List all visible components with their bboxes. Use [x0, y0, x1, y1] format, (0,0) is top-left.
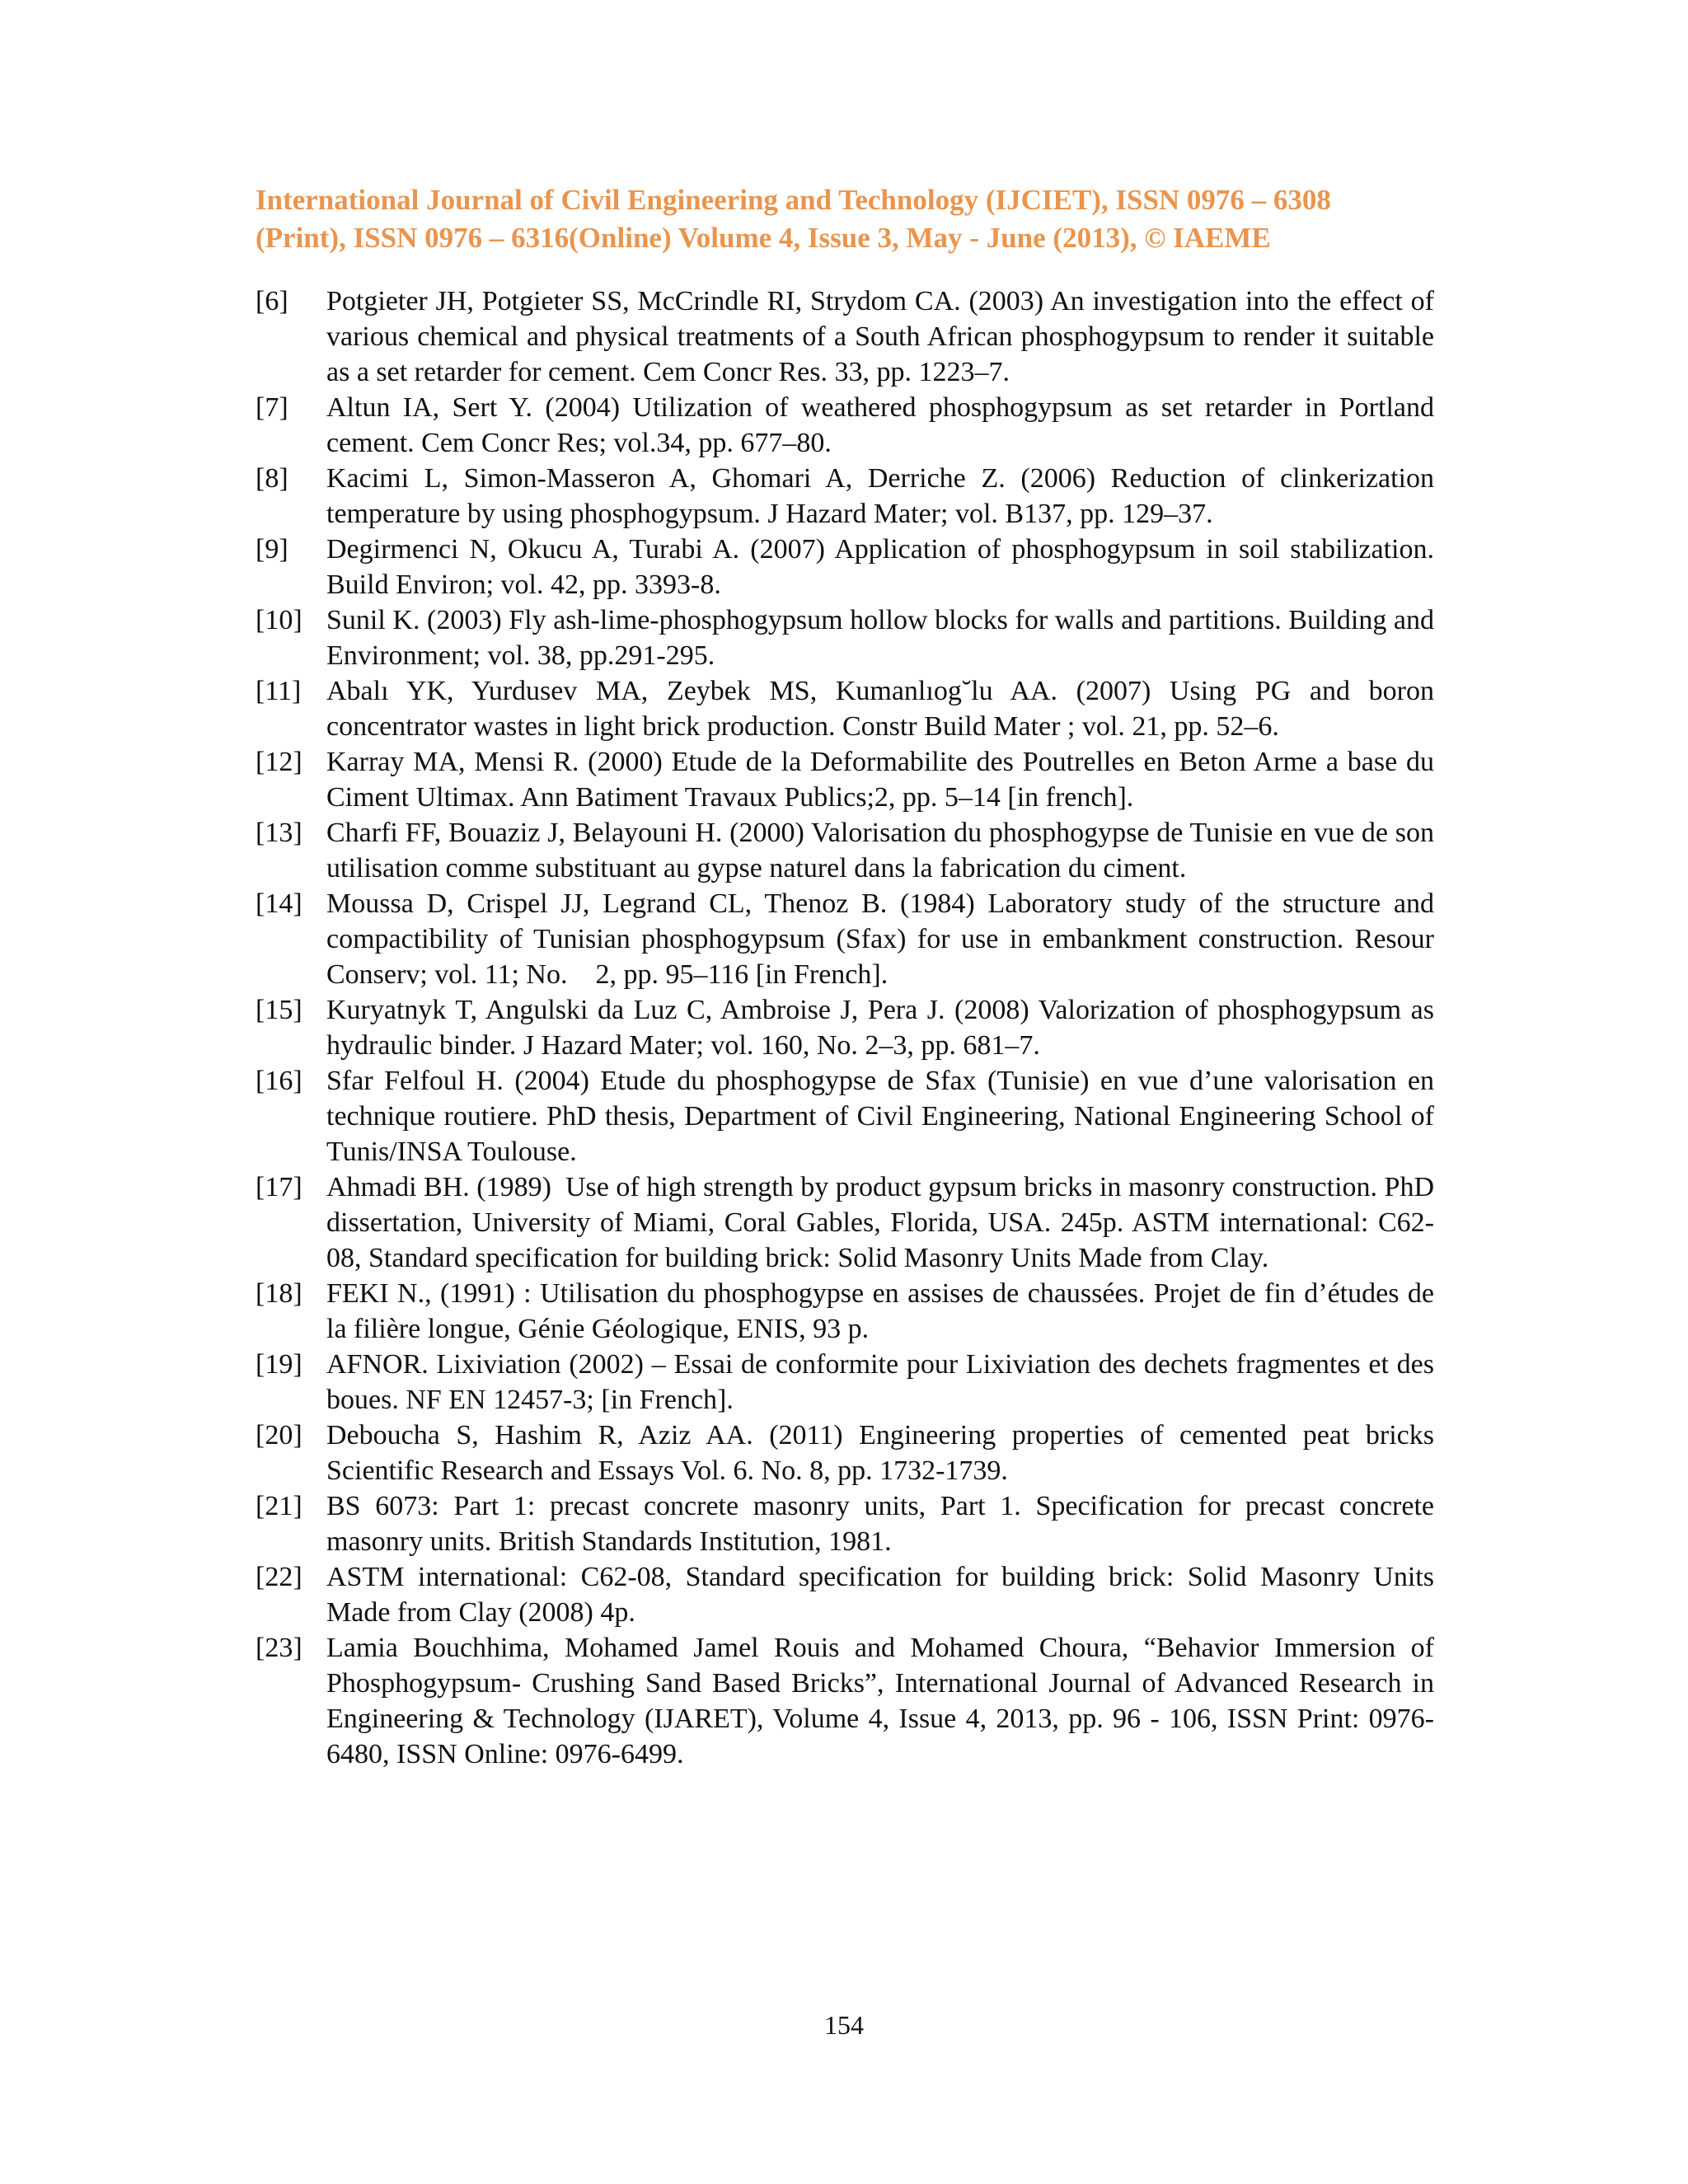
reference-item — [256, 1418, 1442, 1488]
reference-text: Lamia Bouchhima, Mohamed Jamel Rouis and Mohamed Choura, “Behavior Immersion of Phosphogypsum- Crushing Sand Based Bricks”, International Journal of Advanced Research in Engineering & Technology (IJARET), Volume 4, Issue 4, 2013, pp. 96 - 106, ISSN Print: 0976-6480, ISSN Online: 0976-6499. — [326, 1633, 1442, 1769]
reference-number: [12] — [256, 747, 302, 777]
page-number: 154 — [824, 2010, 864, 2040]
reference-item — [256, 532, 1442, 602]
reference-number: [14] — [256, 888, 302, 919]
reference-item — [256, 1488, 1442, 1559]
reference-text: Potgieter JH, Potgieter SS, McCrindle RI, Strydom CA. (2003) An investigation into the effect of various chemical and physical treatments of a South African phosphogypsum to render it suitable as a set retarder for cement. Cem Concr Res. 33, pp. 1223–7. — [326, 286, 1442, 387]
reference-number: [17] — [256, 1172, 302, 1202]
reference-item — [256, 390, 1442, 461]
reference-item — [256, 673, 1442, 744]
reference-text: Karray MA, Mensi R. (2000) Etude de la Deformabilite des Poutrelles en Beton Arme a base du Ciment Ultimax. Ann Batiment Travaux Publics;2, pp. 5–14 [in french]. — [326, 747, 1442, 813]
reference-text: Kacimi L, Simon-Masseron A, Ghomari A, Derriche Z. (2006) Reduction of clinkerization temperature by using phosphogypsum. J Hazard Mater; vol. B137, pp. 129–37. — [326, 463, 1442, 529]
reference-item — [256, 1063, 1442, 1169]
journal-header — [256, 181, 1434, 257]
reference-number: [7] — [256, 392, 288, 423]
reference-text: AFNOR. Lixiviation (2002) – Essai de conformite pour Lixiviation des dechets fragmentes et des boues. NF EN 12457-3; [in French]. — [326, 1349, 1442, 1415]
reference-text: Abalı YK, Yurdusev MA, Zeybek MS, Kumanlıog˘lu AA. (2007) Using PG and boron concentrator wastes in light brick production. Constr Build Mater ; vol. 21, pp. 52–6. — [326, 676, 1442, 742]
reference-number: [6] — [256, 286, 288, 316]
reference-text: Altun IA, Sert Y. (2004) Utilization of weathered phosphogypsum as set retarder in Portland cement. Cem Concr Res; vol.34, pp. 677–80. — [326, 392, 1442, 458]
reference-number: [16] — [256, 1066, 302, 1096]
reference-text: Ahmadi BH. (1989) Use of high strength by product gypsum bricks in masonry construction. PhD dissertation, University of Miami, Coral Gables, Florida, USA. 245p. ASTM international: C62-08, Standard specification for building brick: Solid Masonry Units Made from Clay. — [326, 1172, 1442, 1273]
reference-text: BS 6073: Part 1: precast concrete masonry units, Part 1. Specification for precast concrete masonry units. British Standards Institution, 1981. — [326, 1491, 1442, 1557]
reference-item — [256, 1169, 1442, 1276]
reference-text: Sunil K. (2003) Fly ash-lime-phosphogypsum hollow blocks for walls and partitions. Building and Environment; vol. 38, pp.291-295. — [326, 605, 1442, 671]
reference-number: [15] — [256, 995, 302, 1025]
reference-number: [20] — [256, 1420, 302, 1451]
reference-text: Sfar Felfoul H. (2004) Etude du phosphogypse de Sfax (Tunisie) en vue d’une valorisation en technique routiere. PhD thesis, Department of Civil Engineering, National Engineering School of Tunis/INSA Toulouse. — [326, 1066, 1442, 1167]
reference-number: [23] — [256, 1633, 302, 1663]
reference-item — [256, 284, 1442, 390]
reference-number: [18] — [256, 1278, 302, 1309]
reference-item — [256, 744, 1442, 815]
reference-item — [256, 461, 1442, 532]
reference-number: [10] — [256, 605, 302, 635]
reference-number: [11] — [256, 676, 302, 706]
reference-number: [13] — [256, 818, 302, 848]
reference-item — [256, 1276, 1442, 1347]
reference-item — [256, 992, 1442, 1063]
reference-item — [256, 815, 1442, 886]
reference-number: [22] — [256, 1562, 302, 1592]
reference-text: Degirmenci N, Okucu A, Turabi A. (2007) Application of phosphogypsum in soil stabilization. Build Environ; vol. 42, pp. 3393-8. — [326, 534, 1442, 600]
reference-item — [256, 1630, 1442, 1772]
reference-text: Moussa D, Crispel JJ, Legrand CL, Thenoz B. (1984) Laboratory study of the structure and compactibility of Tunisian phosphogypsum (Sfax) for use in embankment construction. Resour Conserv; vol. 11; No. 2, pp. 95–116 [in French]. — [326, 888, 1442, 990]
reference-text: ASTM international: C62-08, Standard specification for building brick: Solid Masonry Units Made from Clay (2008) 4p. — [326, 1562, 1442, 1628]
reference-number: [9] — [256, 534, 288, 565]
reference-item — [256, 602, 1442, 673]
reference-item — [256, 886, 1442, 992]
journal-header-line-2: (Print), ISSN 0976 – 6316(Online) Volume 4, Issue 3, May - June (2013), © IAEME — [256, 222, 1271, 254]
reference-text: Charfi FF, Bouaziz J, Belayouni H. (2000) Valorisation du phosphogypse de Tunisie en vue de son utilisation comme substituant au gypse naturel dans la fabrication du ciment. — [326, 818, 1442, 883]
reference-number: [21] — [256, 1491, 302, 1521]
reference-item — [256, 1559, 1442, 1630]
reference-number: [19] — [256, 1349, 302, 1380]
reference-text: Kuryatnyk T, Angulski da Luz C, Ambroise J, Pera J. (2008) Valorization of phosphogypsum as hydraulic binder. J Hazard Mater; vol. 160, No. 2–3, pp. 681–7. — [326, 995, 1442, 1061]
journal-header-line-1: International Journal of Civil Engineering and Technology (IJCIET), ISSN 0976 – 6308 — [256, 184, 1331, 216]
reference-text: FEKI N., (1991) : Utilisation du phosphogypse en assises de chaussées. Projet de fin d’études de la filière longue, Génie Géologique, ENIS, 93 p. — [326, 1278, 1442, 1344]
reference-text: Deboucha S, Hashim R, Aziz AA. (2011) Engineering properties of cemented peat bricks Scientific Research and Essays Vol. 6. No. 8, pp. 1732-1739. — [326, 1420, 1442, 1486]
reference-number: [8] — [256, 463, 288, 494]
reference-list — [256, 284, 1442, 1772]
reference-item — [256, 1347, 1442, 1418]
